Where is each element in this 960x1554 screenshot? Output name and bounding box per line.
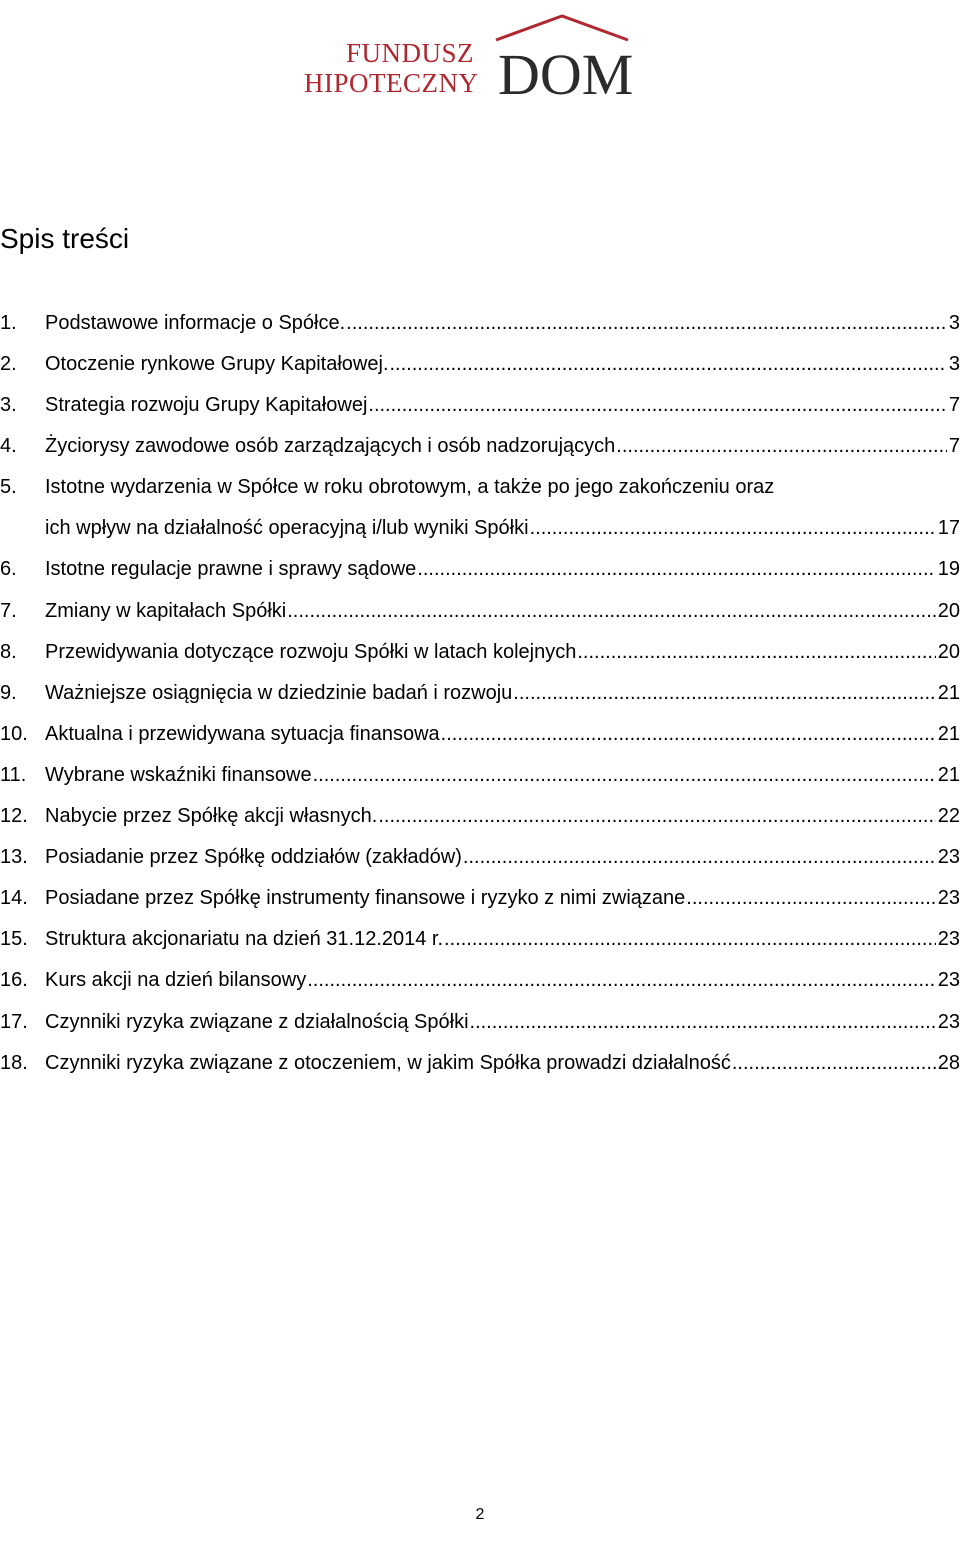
toc-entry-title: Posiadanie przez Spółkę oddziałów (zakładów) — [45, 846, 462, 869]
toc-entry-number: 16. — [0, 969, 28, 992]
toc-entry[interactable] — [0, 1050, 960, 1076]
toc-entry-number: 12. — [0, 805, 28, 828]
toc-entry-page: 20 — [937, 640, 960, 663]
toc-entry-line — [45, 885, 960, 911]
toc-entry-body — [45, 803, 960, 829]
toc-entry-line — [45, 721, 960, 747]
toc-entry-page: 23 — [937, 928, 960, 951]
toc-entry-page: 19 — [937, 558, 960, 581]
toc-entry-line — [45, 803, 960, 829]
toc-entry-title: Wybrane wskaźniki finansowe — [45, 763, 312, 786]
toc-entry[interactable] — [0, 762, 960, 788]
toc-entry-page: 3 — [948, 353, 960, 376]
toc-entry-line — [45, 844, 960, 870]
toc-entry-line — [45, 1009, 960, 1035]
toc-entry-title: Ważniejsze osiągnięcia w dziedzinie badań i rozwoju — [45, 681, 513, 704]
toc-title: Spis treści — [0, 223, 130, 254]
toc-entry-page: 23 — [937, 887, 960, 910]
toc-entry-body — [45, 885, 960, 911]
toc-entry-number: 13. — [0, 846, 28, 869]
dot-leader — [367, 392, 946, 418]
dot-leader — [462, 844, 936, 870]
toc-entry-page: 23 — [937, 1010, 960, 1033]
toc-entry-body — [45, 351, 960, 377]
dot-leader — [377, 803, 935, 829]
toc-entry-number: 1. — [0, 312, 17, 334]
dot-leader — [416, 556, 935, 582]
toc-entry-line — [45, 515, 960, 541]
toc-entry-line — [45, 926, 960, 952]
toc-entry-title: Zmiany w kapitałach Spółki — [45, 599, 287, 622]
toc-entry-number: 9. — [0, 681, 17, 704]
toc-entry[interactable] — [0, 433, 960, 459]
toc-entry-title: Otoczenie rynkowe Grupy Kapitałowej. — [45, 353, 389, 376]
dot-leader — [312, 762, 936, 788]
dot-leader — [685, 885, 935, 911]
table-of-contents — [0, 310, 960, 1091]
toc-entry-page: 28 — [937, 1051, 960, 1074]
toc-entry-line — [45, 1050, 960, 1076]
toc-entry[interactable] — [0, 474, 960, 541]
toc-entry[interactable] — [0, 680, 960, 706]
toc-entry-page: 21 — [937, 681, 960, 704]
toc-entry[interactable] — [0, 885, 960, 911]
toc-entry-title: ich wpływ na działalność operacyjną i/lub wyniki Spółki — [45, 517, 529, 540]
toc-entry-title: Podstawowe informacje o Spółce. — [45, 312, 346, 334]
toc-entry-body — [45, 967, 960, 993]
toc-entry-line — [45, 639, 960, 665]
dot-leader — [731, 1050, 936, 1076]
toc-entry-title: Aktualna i przewidywana sytuacja finansowa — [45, 722, 440, 745]
toc-entry-title: Przewidywania dotyczące rozwoju Spółki w latach kolejnych — [45, 640, 577, 663]
dot-leader — [469, 1009, 936, 1035]
toc-entry-page: 7 — [948, 435, 960, 458]
dot-leader — [512, 680, 935, 706]
toc-entry[interactable] — [0, 598, 960, 624]
toc-entry-number: 17. — [0, 1010, 28, 1033]
toc-entry-body — [45, 392, 960, 418]
toc-entry-title: Istotne regulacje prawne i sprawy sądowe — [45, 558, 417, 581]
toc-entry-body — [45, 680, 960, 706]
toc-entry-body — [45, 762, 960, 788]
toc-entry-title: Czynniki ryzyka związane z działalnością Spółki — [45, 1010, 469, 1033]
toc-entry-page: 7 — [948, 394, 960, 417]
page-number: 2 — [475, 1506, 485, 1523]
toc-entry-title-line1: Istotne wydarzenia w Spółce w roku obrotowym, a także po jego zakończeniu oraz — [45, 476, 775, 499]
toc-entry-page: 21 — [937, 722, 960, 745]
toc-entry[interactable] — [0, 556, 960, 582]
toc-entry-number: 4. — [0, 435, 17, 458]
toc-entry-page: 23 — [937, 846, 960, 869]
toc-entry-title: Strategia rozwoju Grupy Kapitałowej — [45, 394, 368, 417]
toc-entry-number: 15. — [0, 928, 28, 951]
toc-entry[interactable] — [0, 639, 960, 665]
toc-entry-page: 23 — [937, 969, 960, 992]
toc-entry[interactable] — [0, 967, 960, 993]
toc-entry-title: Nabycie przez Spółkę akcji własnych. — [45, 805, 378, 828]
dot-leader — [576, 639, 935, 665]
toc-entry[interactable] — [0, 721, 960, 747]
toc-entry-number: 14. — [0, 887, 28, 910]
dot-leader — [286, 598, 936, 624]
toc-entry-page: 22 — [937, 805, 960, 828]
company-logo — [298, 12, 654, 100]
toc-entry-number: 5. — [0, 476, 17, 499]
toc-entry-number: 2. — [0, 353, 17, 376]
logo-line1: FUNDUSZ — [346, 38, 475, 68]
dot-leader — [529, 515, 936, 541]
toc-entry[interactable] — [0, 803, 960, 829]
toc-entry-body — [45, 556, 960, 582]
toc-entry-body — [45, 926, 960, 952]
toc-entry-line — [45, 310, 960, 336]
toc-entry-number: 18. — [0, 1051, 28, 1074]
dot-leader — [615, 433, 947, 459]
toc-entry-number: 7. — [0, 599, 17, 622]
toc-entry-body — [45, 474, 960, 541]
toc-entry-body — [45, 310, 960, 336]
toc-entry[interactable] — [0, 926, 960, 952]
dot-leader — [389, 351, 947, 377]
toc-entry-page: 21 — [937, 763, 960, 786]
toc-entry-line — [45, 598, 960, 624]
toc-entry-line — [45, 967, 960, 993]
toc-entry-body — [45, 639, 960, 665]
dot-leader — [345, 310, 947, 336]
toc-entry[interactable] — [0, 310, 960, 336]
toc-entry-body — [45, 721, 960, 747]
toc-entry-line — [45, 762, 960, 788]
toc-entry[interactable] — [0, 844, 960, 870]
toc-entry-line — [45, 392, 960, 418]
toc-entry[interactable] — [0, 351, 960, 377]
dot-leader — [306, 967, 936, 993]
toc-entry-number: 11. — [0, 763, 27, 786]
logo-brand: DOM — [498, 42, 634, 100]
toc-entry-title: Struktura akcjonariatu na dzień 31.12.2014 r. — [45, 928, 444, 951]
toc-entry-title: Czynniki ryzyka związane z otoczeniem, w jakim Spółka prowadzi działalność — [45, 1051, 731, 1074]
toc-entry-page: 20 — [937, 599, 960, 622]
dot-leader — [443, 926, 936, 952]
toc-entry-line — [45, 556, 960, 582]
toc-entry-line — [45, 680, 960, 706]
toc-entry-body — [45, 844, 960, 870]
toc-entry-body — [45, 1050, 960, 1076]
toc-entry-body — [45, 1009, 960, 1035]
toc-entry-title: Posiadane przez Spółkę instrumenty finansowe i ryzyko z nimi związane — [45, 887, 686, 910]
toc-entry-line — [45, 351, 960, 377]
toc-entry[interactable] — [0, 1009, 960, 1035]
toc-entry-page: 17 — [937, 517, 960, 540]
logo-line2: HIPOTECZNY — [304, 68, 479, 98]
toc-entry-body — [45, 433, 960, 459]
toc-entry-title: Życiorysy zawodowe osób zarządzających i osób nadzorujących — [45, 435, 616, 458]
toc-entry-body — [45, 598, 960, 624]
toc-entry-title: Kurs akcji na dzień bilansowy — [45, 969, 307, 992]
toc-entry-number: 10. — [0, 722, 28, 745]
toc-entry-number: 3. — [0, 394, 17, 417]
toc-entry-page: 3 — [948, 312, 960, 334]
dot-leader — [440, 721, 936, 747]
toc-entry-line — [45, 433, 960, 459]
toc-entry-number: 8. — [0, 640, 17, 663]
toc-entry-number: 6. — [0, 558, 17, 581]
toc-entry[interactable] — [0, 392, 960, 418]
